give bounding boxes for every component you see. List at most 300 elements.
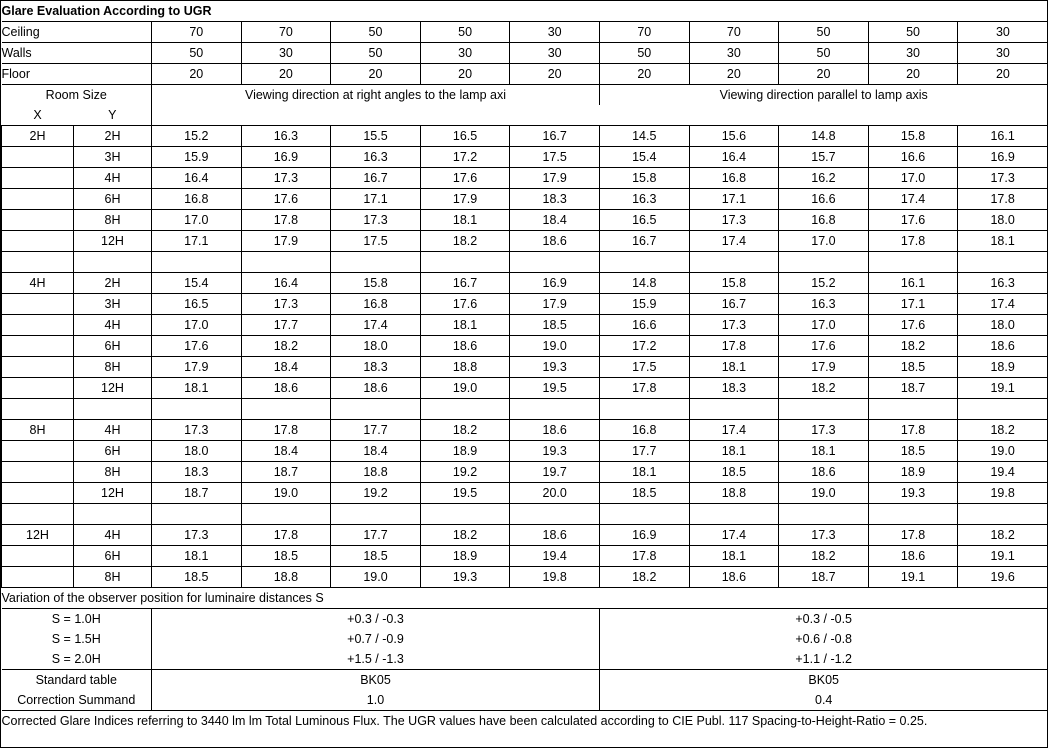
data-row [2,462,1048,483]
ugr-table [1,1,1048,731]
correction-summand-par: 0.4 [599,690,1047,711]
ugr-value: 19.0 [510,336,600,357]
ugr-value: 19.2 [331,483,421,504]
parallel-header-spacer [599,105,957,126]
x-value-blank [2,294,74,315]
ugr-value: 18.9 [420,546,510,567]
ceiling-value: 30 [510,22,600,43]
ugr-value: 18.2 [599,567,689,588]
perpendicular-header: Viewing direction at right angles to the lamp axi [152,85,600,106]
ugr-value: 16.4 [152,168,242,189]
y-value: 8H [74,357,152,378]
ceiling-value: 50 [868,22,958,43]
ugr-value: 16.7 [599,231,689,252]
ugr-value: 19.4 [958,462,1048,483]
ugr-value: 16.3 [958,273,1048,294]
variation-label: S = 1.5H [51,631,101,646]
ugr-value: 18.6 [689,567,779,588]
ugr-value: 19.1 [958,378,1048,399]
ugr-value: 16.1 [868,273,958,294]
ugr-value: 16.6 [779,189,869,210]
ugr-value: 18.0 [331,336,421,357]
ugr-value: 17.8 [958,189,1048,210]
y-value: 12H [74,483,152,504]
ugr-value: 17.8 [599,378,689,399]
ugr-value: 17.9 [779,357,869,378]
ugr-value: 18.0 [152,441,242,462]
ugr-value: 18.7 [868,378,958,399]
x-value-blank [2,357,74,378]
ugr-value: 17.7 [331,525,421,546]
y-value: 8H [74,462,152,483]
ugr-value: 17.8 [241,525,331,546]
ugr-value: 18.6 [510,231,600,252]
ugr-value: 18.7 [241,462,331,483]
walls-value: 50 [331,43,421,64]
floor-value: 20 [510,64,600,85]
reflectance-row-ceiling [2,22,1048,43]
data-row [2,126,1048,147]
ugr-value: 15.4 [152,273,242,294]
ugr-value: 18.2 [241,336,331,357]
y-value: 8H [74,210,152,231]
parallel-header-spacer-end [958,105,1048,126]
ugr-value: 15.8 [599,168,689,189]
data-row [2,336,1048,357]
ugr-value: 17.3 [779,420,869,441]
ugr-value: 17.6 [779,336,869,357]
data-row [2,294,1048,315]
ugr-value: 16.3 [779,294,869,315]
variation-row [2,629,1048,649]
ugr-value: 18.6 [331,378,421,399]
floor-value: 20 [152,64,242,85]
ugr-value: 18.6 [779,462,869,483]
ugr-value: 17.3 [331,210,421,231]
ugr-value: 18.6 [510,420,600,441]
ugr-value: 19.0 [420,378,510,399]
ugr-value: 17.0 [779,231,869,252]
ugr-value: 18.2 [779,378,869,399]
walls-value: 50 [152,43,242,64]
standard-table-par: BK05 [599,670,1047,691]
ugr-value: 16.8 [779,210,869,231]
data-row [2,525,1048,546]
x-value: 8H [2,420,74,441]
ugr-value: 17.7 [331,420,421,441]
ugr-value: 17.0 [868,168,958,189]
ugr-value: 18.9 [958,357,1048,378]
ugr-value: 15.9 [152,147,242,168]
ugr-value: 18.7 [779,567,869,588]
variation-par-value: +0.6 / -0.8 [599,629,1047,649]
x-value-blank [2,168,74,189]
ugr-value: 17.8 [868,231,958,252]
ugr-value: 18.2 [958,420,1048,441]
floor-value: 20 [868,64,958,85]
ugr-value: 18.1 [152,546,242,567]
ugr-value: 17.9 [241,231,331,252]
y-value: 4H [74,168,152,189]
footnote-row [2,711,1048,732]
ugr-value: 18.5 [868,441,958,462]
ugr-value: 16.3 [599,189,689,210]
ugr-value: 17.2 [420,147,510,168]
ugr-value: 19.6 [958,567,1048,588]
ugr-value: 19.1 [958,546,1048,567]
walls-value: 30 [420,43,510,64]
walls-value: 30 [868,43,958,64]
ugr-value: 17.6 [420,168,510,189]
ugr-value: 18.6 [241,378,331,399]
x-header: X [2,105,74,126]
ugr-value: 16.1 [958,126,1048,147]
x-value-blank [2,378,74,399]
ugr-value: 16.8 [331,294,421,315]
standard-table-row [2,670,1048,691]
ugr-value: 20.0 [510,483,600,504]
data-row [2,567,1048,588]
ugr-value: 17.8 [689,336,779,357]
ugr-value: 16.8 [599,420,689,441]
ugr-value: 17.8 [868,525,958,546]
ugr-value: 18.2 [420,525,510,546]
ugr-value: 15.6 [689,126,779,147]
ugr-value: 17.3 [779,525,869,546]
ugr-value: 19.0 [331,567,421,588]
ugr-value: 18.7 [152,483,242,504]
ugr-value: 15.8 [689,273,779,294]
data-row [2,168,1048,189]
ugr-value: 18.1 [689,546,779,567]
group-spacer [2,399,1048,420]
ugr-value: 16.3 [331,147,421,168]
ugr-value: 18.2 [420,420,510,441]
correction-summand-label: Correction Summand [2,690,152,711]
ugr-value: 18.5 [152,567,242,588]
ugr-value: 19.0 [958,441,1048,462]
group-spacer [2,252,1048,273]
ugr-value: 15.5 [331,126,421,147]
ugr-value: 18.2 [779,546,869,567]
ugr-value: 17.6 [420,294,510,315]
variation-par-value: +1.1 / -1.2 [599,649,1047,670]
ugr-value: 17.6 [152,336,242,357]
variation-label: S = 1.0H [2,609,152,630]
y-value: 6H [74,441,152,462]
ugr-value: 16.4 [241,273,331,294]
ugr-value: 18.4 [241,357,331,378]
correction-summand-perp: 1.0 [152,690,600,711]
x-value-blank [2,315,74,336]
ugr-value: 19.2 [420,462,510,483]
ugr-value: 18.1 [958,231,1048,252]
footnote-text: Corrected Glare Indices referring to 3440 lm lm Total Luminous Flux. The UGR values have been calculated according to CIE Publ. 117 Spacing-to-Height-Ratio = 0.25. [2,711,1048,732]
y-value: 6H [74,336,152,357]
data-row [2,189,1048,210]
walls-value: 30 [958,43,1048,64]
ugr-value: 16.5 [599,210,689,231]
ugr-value: 17.4 [958,294,1048,315]
ugr-value: 17.6 [868,315,958,336]
ugr-value: 19.0 [241,483,331,504]
ugr-value: 18.3 [331,357,421,378]
ugr-value: 16.5 [152,294,242,315]
x-value-blank [2,210,74,231]
ugr-value: 16.9 [958,147,1048,168]
ugr-value: 14.5 [599,126,689,147]
ugr-value: 18.3 [510,189,600,210]
standard-table-perp: BK05 [152,670,600,691]
room-size-header: Room Size [2,85,152,106]
walls-value: 30 [241,43,331,64]
ugr-value: 17.4 [689,420,779,441]
variation-row [2,649,1048,670]
ugr-value: 18.4 [510,210,600,231]
ugr-value: 18.1 [599,462,689,483]
variation-perp-value: +0.7 / -0.9 [152,629,600,649]
ugr-value: 17.9 [152,357,242,378]
ugr-value: 17.8 [868,420,958,441]
ugr-value: 16.7 [331,168,421,189]
floor-value: 20 [331,64,421,85]
ugr-value: 18.5 [689,462,779,483]
ugr-value: 18.8 [241,567,331,588]
y-value: 12H [74,378,152,399]
x-value-blank [2,462,74,483]
ceiling-value: 70 [689,22,779,43]
ugr-value: 18.6 [958,336,1048,357]
ugr-value: 15.9 [599,294,689,315]
ugr-value: 18.0 [958,315,1048,336]
ugr-value: 17.9 [420,189,510,210]
floor-value: 20 [779,64,869,85]
ugr-value: 17.6 [868,210,958,231]
ugr-value: 19.0 [779,483,869,504]
x-value-blank [2,441,74,462]
ugr-value: 18.1 [420,210,510,231]
ugr-value: 18.2 [958,525,1048,546]
ugr-value: 17.9 [510,168,600,189]
group-spacer [2,504,1048,525]
ugr-value: 16.6 [868,147,958,168]
floor-value: 20 [958,64,1048,85]
ugr-value: 18.1 [779,441,869,462]
ugr-value: 18.3 [689,378,779,399]
ugr-value: 15.4 [599,147,689,168]
ugr-value: 19.4 [510,546,600,567]
floor-value: 20 [689,64,779,85]
variation-title-row [2,588,1048,609]
ugr-value: 16.5 [420,126,510,147]
ugr-value: 17.1 [331,189,421,210]
y-header: Y [74,105,152,126]
ugr-value: 16.7 [510,126,600,147]
ugr-value: 18.9 [420,441,510,462]
ugr-value: 19.5 [510,378,600,399]
variation-row [2,609,1048,630]
ugr-value: 16.6 [599,315,689,336]
ugr-value: 16.3 [241,126,331,147]
ugr-value: 19.3 [510,441,600,462]
ugr-value: 18.5 [868,357,958,378]
data-row [2,420,1048,441]
ugr-value: 17.7 [599,441,689,462]
ugr-value: 17.3 [241,168,331,189]
variation-perp-value: +1.5 / -1.3 [152,649,600,670]
ugr-value: 15.7 [779,147,869,168]
ugr-value: 17.3 [152,420,242,441]
y-value: 12H [74,231,152,252]
ugr-value: 18.9 [868,462,958,483]
ugr-value: 18.6 [868,546,958,567]
ugr-value: 18.1 [689,357,779,378]
data-row [2,273,1048,294]
ugr-value: 15.8 [868,126,958,147]
ugr-value: 15.2 [779,273,869,294]
ugr-value: 16.8 [152,189,242,210]
ugr-value: 18.6 [420,336,510,357]
page-title: Glare Evaluation According to UGR [2,1,1048,22]
walls-value: 50 [599,43,689,64]
ugr-value: 17.7 [241,315,331,336]
ugr-value: 17.1 [689,189,779,210]
floor-value: 20 [599,64,689,85]
correction-summand-row [2,690,1048,711]
ugr-value: 18.5 [241,546,331,567]
ceiling-value: 50 [779,22,869,43]
ugr-value: 17.1 [868,294,958,315]
y-value: 3H [74,147,152,168]
ugr-value: 18.1 [420,315,510,336]
data-row [2,210,1048,231]
walls-value: 30 [510,43,600,64]
ugr-value: 18.4 [241,441,331,462]
x-value: 4H [2,273,74,294]
ugr-value: 17.0 [152,315,242,336]
ugr-value: 16.9 [241,147,331,168]
ugr-value: 19.5 [420,483,510,504]
ugr-value: 17.0 [779,315,869,336]
ugr-value: 18.5 [599,483,689,504]
y-value: 8H [74,567,152,588]
ugr-value: 18.0 [958,210,1048,231]
ugr-value: 18.6 [510,525,600,546]
ugr-value: 17.3 [958,168,1048,189]
reflectance-row-walls [2,43,1048,64]
ugr-value: 17.5 [331,231,421,252]
ugr-value: 19.7 [510,462,600,483]
ugr-value: 16.7 [420,273,510,294]
variation-par-value: +0.3 / -0.5 [599,609,1047,630]
x-value-blank [2,147,74,168]
ugr-value: 17.5 [599,357,689,378]
ugr-value: 14.8 [779,126,869,147]
ugr-value: 17.3 [152,525,242,546]
ugr-value: 18.1 [152,378,242,399]
x-value: 2H [2,126,74,147]
ugr-value: 17.8 [241,420,331,441]
ceiling-value: 70 [152,22,242,43]
ugr-value: 17.6 [241,189,331,210]
ugr-value: 19.3 [420,567,510,588]
ugr-value: 14.8 [599,273,689,294]
ugr-value: 19.8 [958,483,1048,504]
data-row [2,147,1048,168]
x-value-blank [2,189,74,210]
data-row [2,357,1048,378]
y-value: 3H [74,294,152,315]
ugr-value: 16.4 [689,147,779,168]
ugr-value: 15.2 [152,126,242,147]
perpendicular-header-spacer [152,105,600,126]
parallel-header: Viewing direction parallel to lamp axis [599,85,1047,106]
variation-perp-value: +0.3 / -0.3 [152,609,600,630]
ugr-value: 17.3 [689,315,779,336]
ugr-value: 19.8 [510,567,600,588]
y-value: 6H [74,546,152,567]
floor-value: 20 [241,64,331,85]
ugr-value: 19.3 [868,483,958,504]
y-value: 2H [74,273,152,294]
ugr-value: 15.8 [331,273,421,294]
standard-table-label: Standard table [2,670,152,691]
x-value-blank [2,483,74,504]
row-label-walls: Walls [2,43,152,64]
floor-value: 20 [420,64,510,85]
ugr-value: 17.4 [868,189,958,210]
ugr-value: 17.4 [689,231,779,252]
ugr-value: 19.1 [868,567,958,588]
header-row-xy [2,105,1048,126]
ugr-value: 18.2 [868,336,958,357]
ugr-value: 17.3 [241,294,331,315]
y-value: 2H [74,126,152,147]
ugr-value: 18.5 [331,546,421,567]
x-value-blank [2,231,74,252]
x-value-blank [2,546,74,567]
walls-value: 30 [689,43,779,64]
ugr-value: 16.8 [689,168,779,189]
ugr-value: 18.5 [510,315,600,336]
row-label-ceiling: Ceiling [2,22,152,43]
data-row [2,546,1048,567]
y-value: 4H [74,525,152,546]
ugr-value: 17.8 [241,210,331,231]
x-value: 12H [2,525,74,546]
ugr-value: 18.8 [331,462,421,483]
ugr-value: 16.7 [689,294,779,315]
ugr-value: 18.3 [152,462,242,483]
ugr-value: 18.1 [689,441,779,462]
data-row [2,483,1048,504]
reflectance-row-floor [2,64,1048,85]
ceiling-value: 50 [331,22,421,43]
ugr-value: 17.9 [510,294,600,315]
variation-title: Variation of the observer position for luminaire distances S [2,588,1048,609]
ugr-value: 16.2 [779,168,869,189]
x-value-blank [2,336,74,357]
ugr-value: 17.2 [599,336,689,357]
y-value: 4H [74,315,152,336]
ugr-value: 17.4 [331,315,421,336]
ugr-value: 18.8 [689,483,779,504]
ceiling-value: 70 [599,22,689,43]
ugr-value: 17.1 [152,231,242,252]
ugr-value: 16.9 [599,525,689,546]
header-row-captions [2,85,1048,106]
ugr-value: 17.4 [689,525,779,546]
